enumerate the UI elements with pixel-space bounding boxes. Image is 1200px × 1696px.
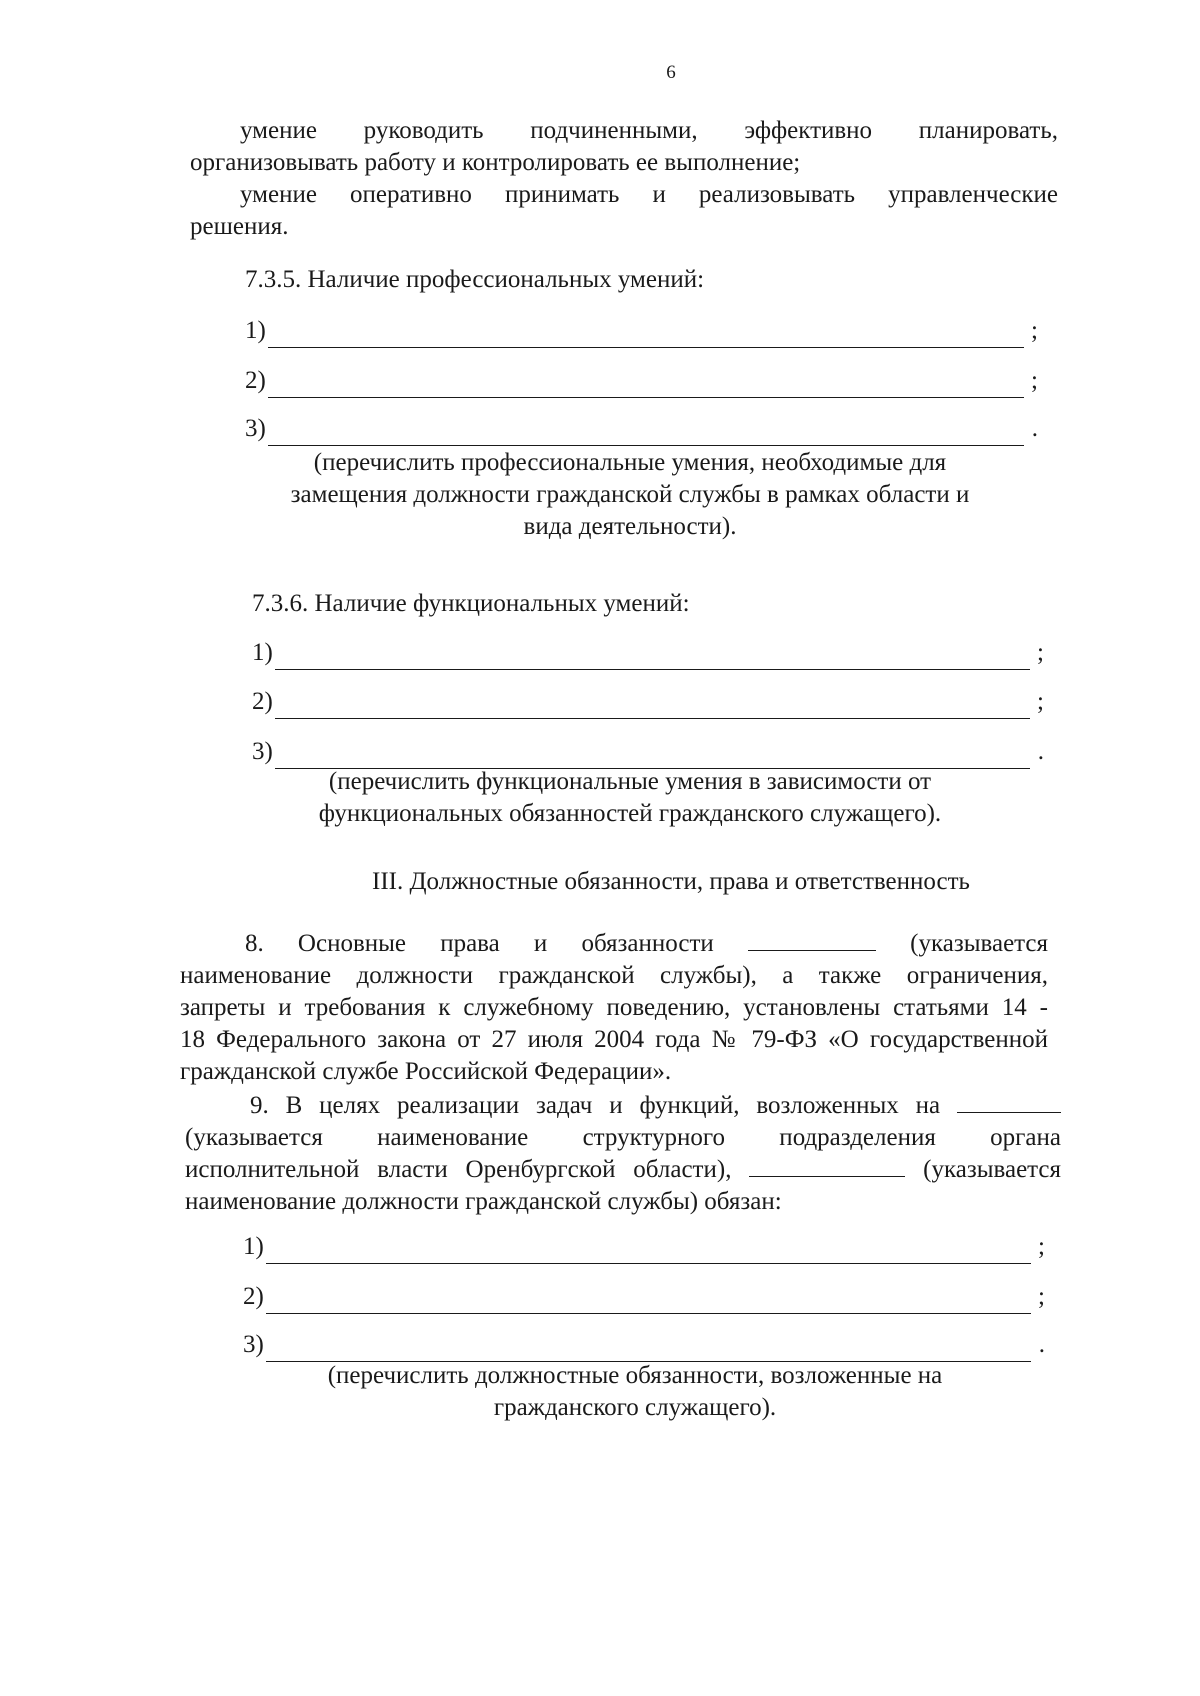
section-iii-title: III. Должностные обязанности, права и ответственность (372, 868, 970, 895)
paragraph-9 (185, 1090, 1061, 1218)
para-8-line-1-b: (указывается (910, 930, 1048, 957)
fill-in-blank (268, 371, 1024, 398)
note-line-1: (перечислить профессиональные умения, необходимые для (313, 449, 947, 476)
section-736-heading: 7.3.6. Наличие функциональных умений: (252, 590, 690, 617)
para-9-item-2 (243, 1280, 1045, 1314)
para-8-line-5: гражданской службе Российской Федерации». (180, 1058, 672, 1085)
intro-line-3: умение оперативно принимать и реализовывать управленческие (240, 181, 1058, 208)
section-735-note (250, 447, 1010, 543)
para-9-item-1 (243, 1230, 1045, 1264)
fill-in-blank (275, 643, 1030, 670)
intro-line-4: решения. (190, 213, 289, 240)
para-9-line-1-text: 9. В целях реализации задач и функций, возложенных на (250, 1092, 941, 1119)
page-number: 6 (666, 62, 676, 83)
para-9-line-3 (185, 1154, 1061, 1186)
para-9-line-3-b: (указывается (923, 1156, 1061, 1183)
para-9-line-1 (185, 1090, 1061, 1122)
para-8-line-1 (180, 928, 1048, 960)
item-number: 2) (245, 367, 266, 394)
section-736-item-2 (252, 685, 1044, 719)
para-9-item-3 (243, 1328, 1045, 1362)
section-736-note (250, 766, 1010, 830)
fill-in-blank (266, 1237, 1031, 1264)
item-number: 2) (243, 1283, 264, 1310)
intro-line-1: умение руководить подчиненными, эффективно планировать, (240, 117, 1058, 144)
fill-in-blank (275, 742, 1030, 769)
section-735-item-1 (245, 314, 1038, 348)
item-number: 3) (252, 738, 273, 765)
item-number: 1) (245, 317, 266, 344)
section-735-heading: 7.3.5. Наличие профессиональных умений: (245, 266, 705, 293)
item-number: 3) (243, 1331, 264, 1358)
item-punctuation: ; (1038, 1283, 1045, 1310)
item-number: 1) (252, 639, 273, 666)
section-736-item-3 (252, 735, 1044, 769)
fill-in-blank (268, 419, 1024, 446)
fill-in-blank (268, 321, 1024, 348)
item-punctuation: ; (1037, 688, 1044, 715)
fill-in-blank (957, 1092, 1061, 1113)
item-number: 2) (252, 688, 273, 715)
note-line-3: вида деятельности). (523, 513, 737, 540)
intro-paragraph (190, 115, 1058, 243)
para-9-line-2: (указывается наименование структурного подразделения органа (185, 1124, 1061, 1151)
note-line-1: (перечислить должностные обязанности, возложенные на (327, 1362, 943, 1389)
para-8-line-3: запреты и требования к служебному поведению, установлены статьями 14 - (180, 994, 1048, 1021)
section-735-item-2 (245, 364, 1038, 398)
note-line-2: гражданского служащего). (493, 1394, 777, 1421)
item-punctuation: . (1037, 738, 1044, 765)
item-punctuation: ; (1038, 1233, 1045, 1260)
para-9-line-4: наименование должности гражданской службы) обязан: (185, 1188, 782, 1215)
note-line-2: замещения должности гражданской службы в рамках области и (290, 481, 970, 508)
para-8-line-4: 18 Федерального закона от 27 июля 2004 года № 79-ФЗ «О государственной (180, 1026, 1048, 1053)
item-punctuation: ; (1031, 367, 1038, 394)
fill-in-blank (275, 692, 1030, 719)
fill-in-blank (266, 1335, 1031, 1362)
para-9-line-3-a: исполнительной власти Оренбургской области), (185, 1156, 732, 1183)
para-8-line-2: наименование должности гражданской службы), а также ограничения, (180, 962, 1048, 989)
para-8-line-1-a: 8. Основные права и обязанности (245, 930, 714, 957)
paragraph-8 (180, 928, 1048, 1088)
note-line-2: функциональных обязанностей гражданского служащего). (318, 800, 942, 827)
fill-in-blank (749, 1156, 905, 1177)
intro-line-2: организовывать работу и контролировать ее выполнение; (190, 149, 801, 176)
item-punctuation: . (1031, 415, 1038, 442)
note-line-1: (перечислить функциональные умения в зависимости от (328, 768, 932, 795)
fill-in-blank (266, 1287, 1031, 1314)
item-punctuation: ; (1037, 639, 1044, 666)
section-736-item-1 (252, 636, 1044, 670)
item-number: 3) (245, 415, 266, 442)
para-9-note (250, 1360, 1020, 1424)
fill-in-blank (748, 930, 876, 951)
item-punctuation: . (1038, 1331, 1045, 1358)
item-punctuation: ; (1031, 317, 1038, 344)
section-735-item-3 (245, 412, 1038, 446)
item-number: 1) (243, 1233, 264, 1260)
